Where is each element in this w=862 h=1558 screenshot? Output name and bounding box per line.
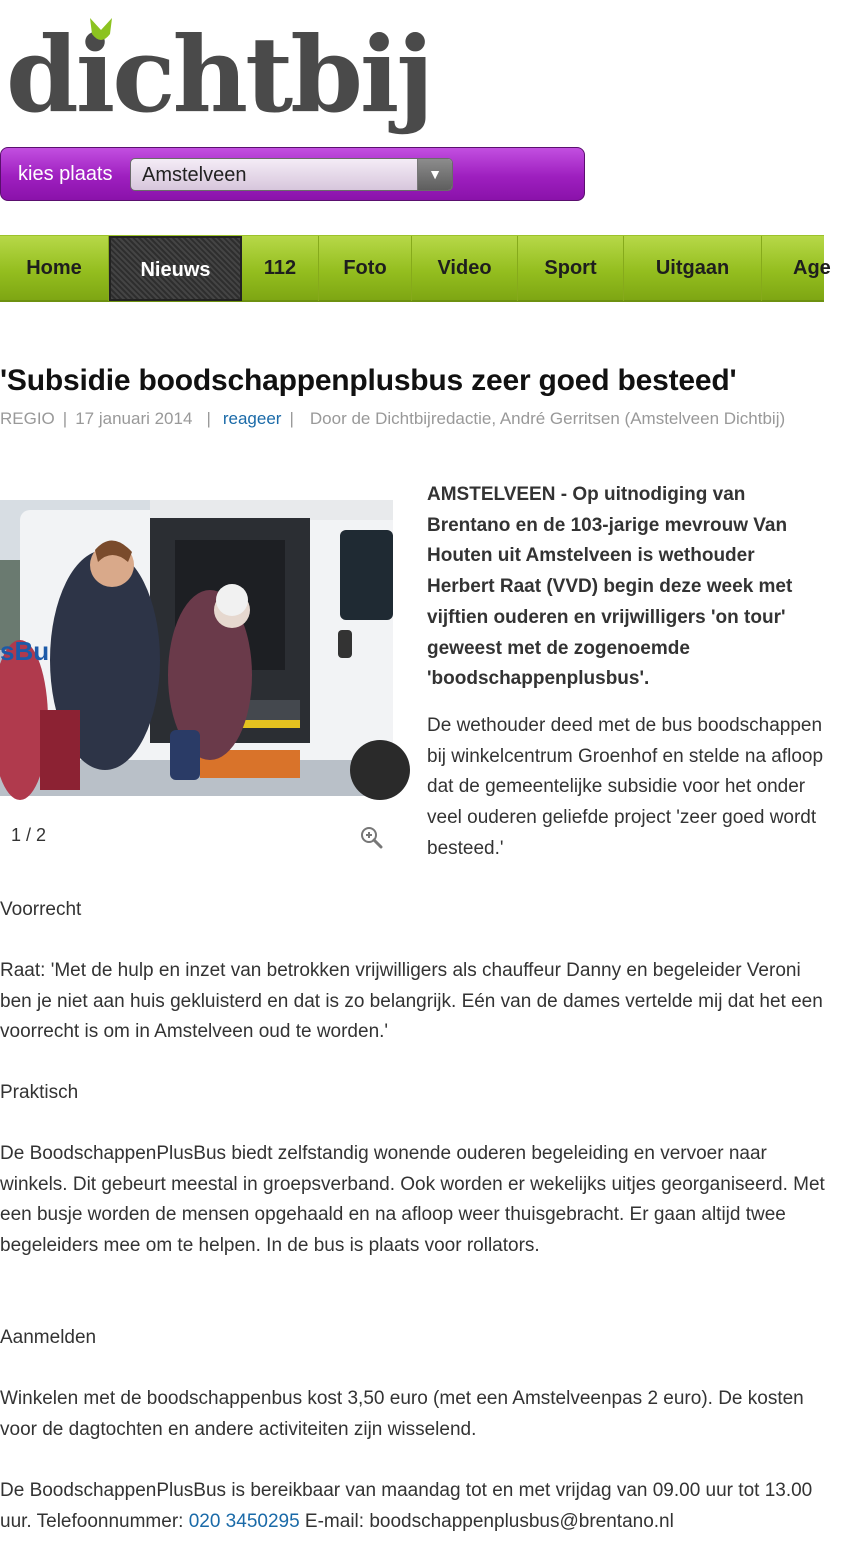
section-heading-voorrecht: Voorrecht — [0, 899, 82, 920]
article-date: 17 januari 2014 — [75, 409, 193, 428]
nav-item-home[interactable]: Home — [0, 236, 109, 301]
bus-logo-text: sBu — [0, 636, 50, 666]
article-author: Door de Dichtbijredactie, André Gerritsen (Amstelveen Dichtbij) — [309, 409, 786, 428]
photo-counter: 1 / 2 — [11, 825, 47, 845]
bus-photo-illustration — [0, 500, 393, 796]
nav-item-foto[interactable]: Foto — [319, 236, 412, 301]
main-nav — [0, 235, 831, 302]
section-heading-aanmelden: Aanmelden — [0, 1327, 97, 1348]
article-region: REGIO — [0, 409, 55, 428]
section-heading-praktisch: Praktisch — [0, 1082, 79, 1103]
article-meta: REGIO | 17 januari 2014 | reageer | Door de Dichtbijredactie, André Gerritsen (Amstelveen Dichtbij) — [0, 409, 786, 428]
nav-item-agenda[interactable]: Age — [793, 257, 831, 279]
article-paragraph: Raat: 'Met de hulp en inzet van betrokken vrijwilligers als chauffeur Danny en begeleider Veroni ben je niet aan huis gekluisterd en dat is zo belangrijk. Eén van de dames vertelde mij dat het een voorrecht is om in Amstelveen oud te worden.' — [0, 960, 823, 1043]
place-select-value: Amstelveen — [142, 164, 247, 186]
phone-link[interactable]: 020 3450295 — [188, 1510, 300, 1532]
nav-item-uitgaan[interactable]: Uitgaan — [624, 236, 762, 301]
article-title: 'Subsidie boodschappenplusbus zeer goed besteed' — [0, 364, 737, 397]
article-photo[interactable] — [0, 500, 393, 796]
nav-item-sport[interactable]: Sport — [518, 236, 624, 301]
article-paragraph: De BoodschappenPlusBus biedt zelfstandig wonende ouderen begeleiding en vervoer naar winkels. Dit gebeurt meestal in groepsverband. Ook worden er wekelijks uitjes georganiseerd. Met een busje worden de mensen opgehaald en na afloop weer thuisgebracht. Er gaan altijd twee begeleiders mee om te helpen. In de bus is plaats voor rollators. — [0, 1143, 825, 1257]
email-text: E-mail: boodschappenplusbus@brentano.nl — [299, 1510, 674, 1532]
nav-item-nieuws[interactable]: Nieuws — [109, 236, 242, 301]
place-selector-bar — [0, 147, 585, 201]
nav-item-video[interactable]: Video — [412, 236, 518, 301]
article-paragraph: Winkelen met de boodschappenbus kost 3,50 euro (met een Amstelveenpas 2 euro). De kosten voor de dagtochten en andere activiteiten zijn wisselend. — [0, 1388, 804, 1440]
zoom-in-icon[interactable] — [359, 825, 383, 849]
contact-paragraph — [0, 1476, 830, 1537]
nav-item-112[interactable]: 112 — [242, 236, 319, 301]
place-select-dropdown[interactable] — [130, 158, 453, 191]
leaf-icon — [88, 16, 114, 52]
article-intro: De wethouder deed met de bus boodschappen bij winkelcentrum Groenhof en stelde na afloop dat de gemeentelijke subsidie voor het onder veel ouderen geliefde project 'zeer goed wordt besteed.' — [427, 715, 824, 859]
logo-wordmark: dichtbij — [6, 13, 432, 136]
article-lead: AMSTELVEEN - Op uitnodiging van Brentano en de 103-jarige mevrouw Van Houten uit Amstelveen is wethouder Herbert Raat (VVD) begin deze week met vijftien ouderen en vrijwilligers 'on tour' geweest met de zogenoemde 'boodschappenplusbus'. — [427, 484, 793, 690]
chevron-down-icon[interactable]: ▼ — [417, 159, 452, 190]
place-selector-label: kies plaats — [18, 163, 113, 185]
site-logo[interactable] — [6, 10, 436, 140]
contact-text: De BoodschappenPlusBus is bereikbaar van maandag tot en met vrijdag van 09.00 uur tot 13.00 uur. Telefoonnummer: — [0, 1480, 813, 1532]
react-link[interactable]: reageer — [222, 409, 282, 428]
